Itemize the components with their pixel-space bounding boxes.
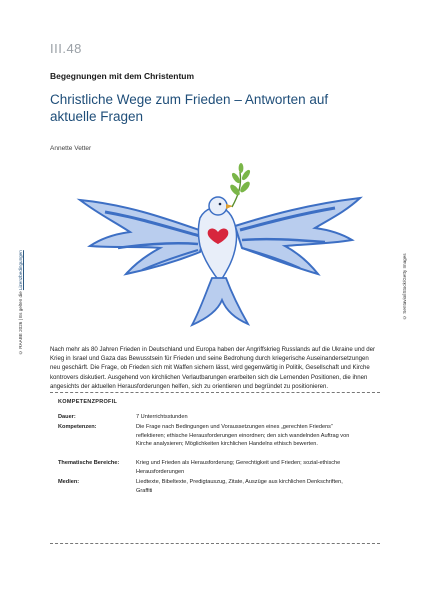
profile-value: Krieg und Frieden als Herausforderung; Gerechtigkeit und Frieden; sozial-ethische Herausforderungen	[136, 460, 341, 475]
dove-with-olive-branch-illustration	[60, 160, 380, 330]
copyright-text: © RAABE 2026 | Es gelten die	[18, 290, 23, 355]
author-name: Annette Vetter	[50, 145, 92, 152]
copyright-note-left	[18, 243, 23, 355]
profile-value: Liedtexte, Bibeltexte, Predigtauszug, Zitate, Auszüge aus kirchlichen Denkschriften, Graffiti	[136, 479, 343, 494]
profile-label: Kompetenzen:	[58, 424, 97, 430]
section-number: III.48	[50, 41, 82, 56]
series-title: Begegnungen mit dem Christentum	[50, 71, 195, 81]
divider-top	[50, 392, 380, 393]
license-link[interactable]: Lizenzbedingungen	[18, 250, 23, 291]
divider-bottom	[50, 543, 380, 544]
image-credit: © Sentavio/iStock/Getty Images	[402, 253, 407, 320]
profile-label: Thematische Bereiche:	[58, 460, 120, 466]
profile-label: Medien:	[58, 479, 80, 485]
page-title: Christliche Wege zum Frieden – Antworten auf aktuelle Fragen	[50, 92, 329, 124]
profile-value: Die Frage nach Bedingungen und Voraussetzungen eines „gerechten Friedens“ reflektieren; ethische Herausforderungen einordnen; den sich wandelnden Auftrag von Kirche analysieren; Möglichkeiten kirchlichen Handelns ethisch bewerten.	[136, 424, 350, 448]
profile-title: KOMPETENZPROFIL	[58, 399, 118, 405]
profile-value: 7 Unterrichtsstunden	[136, 414, 188, 420]
profile-label: Dauer:	[58, 414, 76, 420]
intro-text: Nach mehr als 80 Jahren Frieden in Deutschland und Europa haben der Angriffskrieg Russlands auf die Ukraine und der Krieg in Israel und Gaza das Bewusstsein für Frieden und seine Bedrohung durch kriegerische Auseinandersetzungen neu geschärft. Die Frage, ob Frieden sich mit Waffen sichern lässt, wird gegenwärtig in Politik, Gesellschaft und Kirche kontrovers diskutiert. Ausgehend von kirchlichen Verlautbarungen erarbeiten sich die Lernenden Positionen, die ihnen angesichts der aktuellen Herausforderungen helfen, sich zu orientieren und begründet zu positionieren.	[50, 346, 376, 390]
